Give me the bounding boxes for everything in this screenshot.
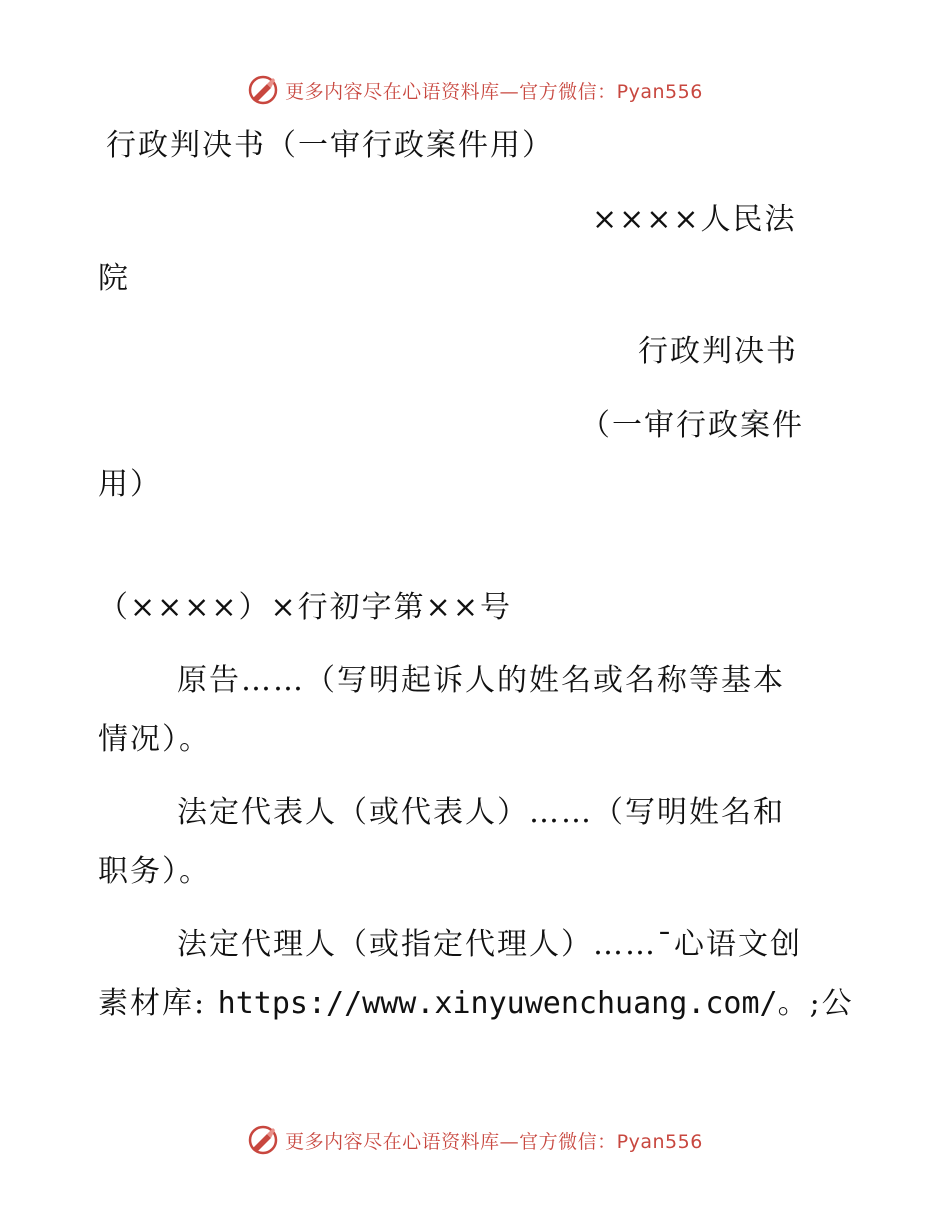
document-subtitle-line2: 用） bbox=[98, 467, 162, 502]
wechat-id: Pyan556 bbox=[616, 1130, 703, 1153]
representative-paragraph-line2: 职务）。 bbox=[98, 854, 211, 889]
plaintiff-paragraph-line2: 情况）。 bbox=[98, 722, 211, 757]
header-banner bbox=[0, 70, 950, 110]
document-title: 行政判决书 bbox=[638, 334, 798, 369]
agent-paragraph-line1: 法定代理人（或指定代理人）……¯心语文创 bbox=[177, 927, 802, 962]
pen-logo-icon bbox=[247, 74, 279, 106]
representative-paragraph-line1: 法定代表人（或代表人）……（写明姓名和 bbox=[177, 795, 785, 830]
document-heading: 行政判决书（一审行政案件用） bbox=[106, 128, 554, 163]
court-name-line1: ××××人民法 bbox=[592, 202, 797, 237]
banner-text: 更多内容尽在心语资料库—官方微信：Pyan556 bbox=[285, 1130, 703, 1153]
wechat-id: Pyan556 bbox=[616, 80, 703, 103]
agent-paragraph-line2: 素材库: https://www.xinyuwenchuang.com/。;公 bbox=[98, 986, 854, 1021]
plaintiff-paragraph-line1: 原告……（写明起诉人的姓名或名称等基本 bbox=[177, 663, 785, 698]
website-link[interactable]: https://www.xinyuwenchuang.com/ bbox=[217, 986, 778, 1021]
pen-logo-icon bbox=[247, 1124, 279, 1156]
case-number: （××××）×行初字第××号 bbox=[98, 590, 512, 625]
banner-text: 更多内容尽在心语资料库—官方微信：Pyan556 bbox=[285, 80, 703, 103]
footer-banner bbox=[0, 1120, 950, 1160]
court-name-line2: 院 bbox=[98, 261, 130, 296]
document-subtitle-line1: （一审行政案件 bbox=[580, 408, 804, 443]
